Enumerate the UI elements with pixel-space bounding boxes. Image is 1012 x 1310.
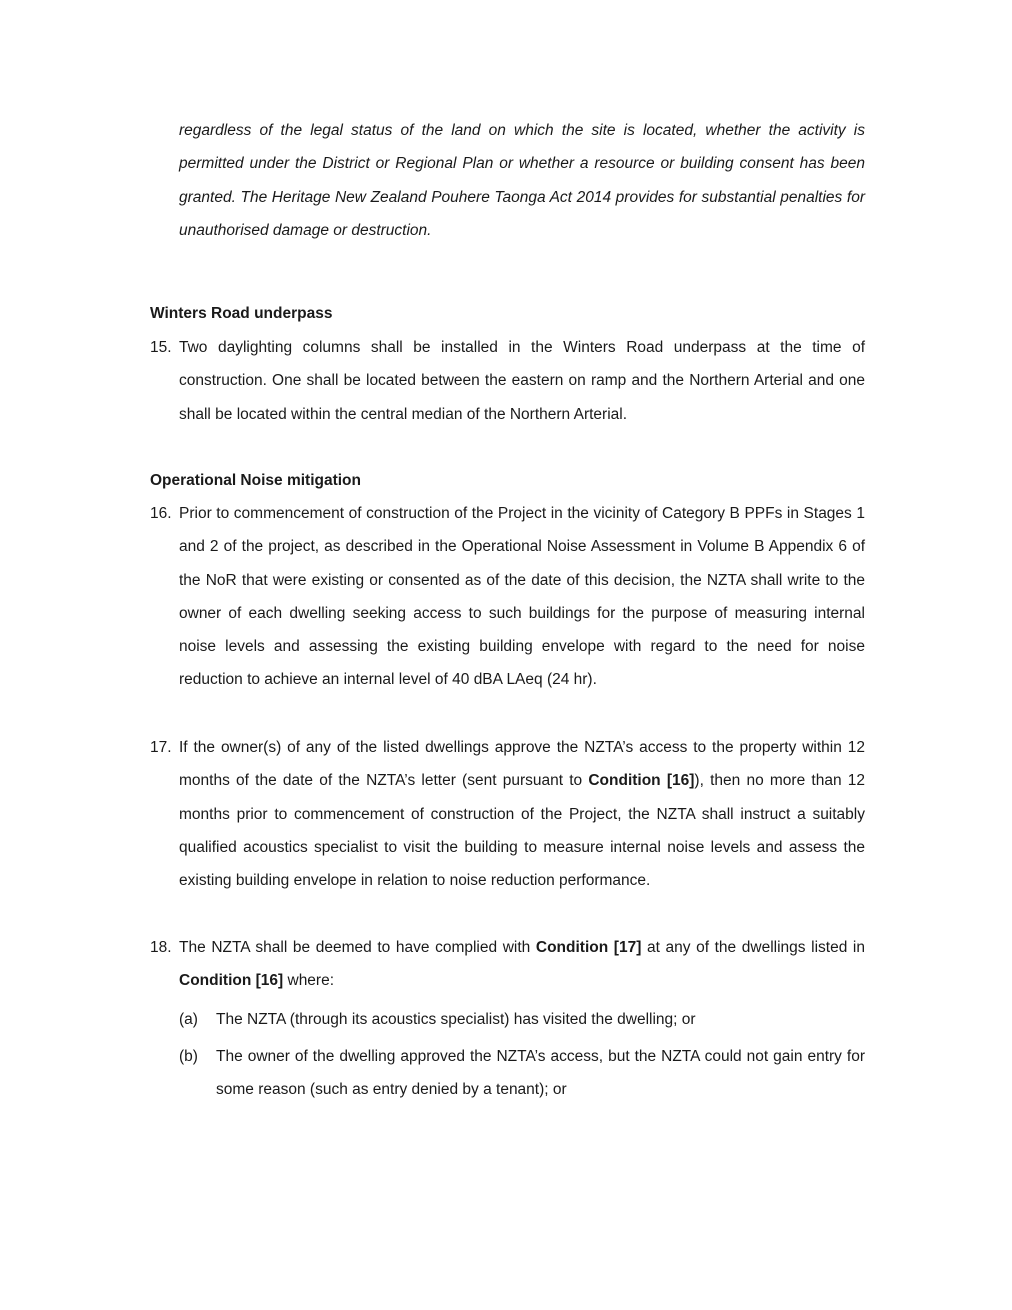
condition-18-subitem-b [179,1040,865,1107]
condition-18-ref-a: Condition [17] [535,939,642,956]
condition-15-number: 15. [150,339,172,356]
condition-17 [150,731,865,897]
condition-16-text: Prior to commencement of construction of the Project in the vicinity of Category B PPFs in Stages 1 and 2 of the project, as described in the Operational Noise Assessment in Volume B Appendix 6 of the NoR that were existing or consented as of the date of this decision, the NZTA shall write to the owner of each dwelling seeking access to such buildings for the purpose of measuring internal noise levels and assessing the existing building envelope with regard to the need for noise reduction to achieve an internal level of 40 dBA LAeq (24 hr). [179,505,865,689]
condition-18-text [179,931,865,998]
subitem-text: The NZTA (through its acoustics specialist) has visited the dwelling; or [216,1011,696,1028]
operational-noise-heading: Operational Noise mitigation [150,472,361,489]
condition-18-text-c: where: [283,972,335,990]
condition-15-text: Two daylighting columns shall be installed in the Winters Road underpass at the time of construction. One shall be located between the eastern on ramp and the Northern Arterial and one shall be located within the central median of the Northern Arterial. [179,339,865,423]
condition-16-number: 16. [150,505,172,522]
condition-18-text-a: The NZTA shall be deemed to have complied with [179,939,536,956]
condition-18-ref-b: Condition [16] [179,972,284,990]
subitem-label: (b) [179,1048,198,1065]
subitem-label: (a) [179,1011,198,1028]
condition-16 [150,497,865,697]
condition-18 [150,931,865,998]
condition-15 [150,331,865,431]
condition-17-text-a: If the owner(s) of any of the listed dwellings approve the NZTA’s access to the property within 12 months of the date of the NZTA’s letter (sent pursuant to [179,739,865,790]
condition-17-ref: Condition [16] [588,772,695,790]
intro-paragraph: regardless of the legal status of the land on which the site is located, whether the activity is permitted under the District or Regional Plan or whether a resource or building consent has been granted. The Heritage New Zealand Pouhere Taonga Act 2014 provides for substantial penalties for unauthorised damage or destruction. [179,122,865,239]
condition-17-text [179,731,865,897]
condition-18-text-b: at any of the dwellings listed in [641,939,865,956]
subitem-text: The owner of the dwelling approved the NZTA’s access, but the NZTA could not gain entry for some reason (such as entry denied by a tenant); or [216,1048,865,1099]
condition-18-number: 18. [150,939,172,956]
condition-17-text-b: ), then no more than 12 months prior to commencement of construction of the Project, the NZTA shall instruct a suitably qualified acoustics specialist to visit the building to measure internal noise levels and assess the existing building envelope in relation to noise reduction performance. [179,772,865,890]
winters-road-heading: Winters Road underpass [150,305,333,322]
condition-17-number: 17. [150,739,172,756]
condition-18-subitem-a [179,1003,865,1036]
